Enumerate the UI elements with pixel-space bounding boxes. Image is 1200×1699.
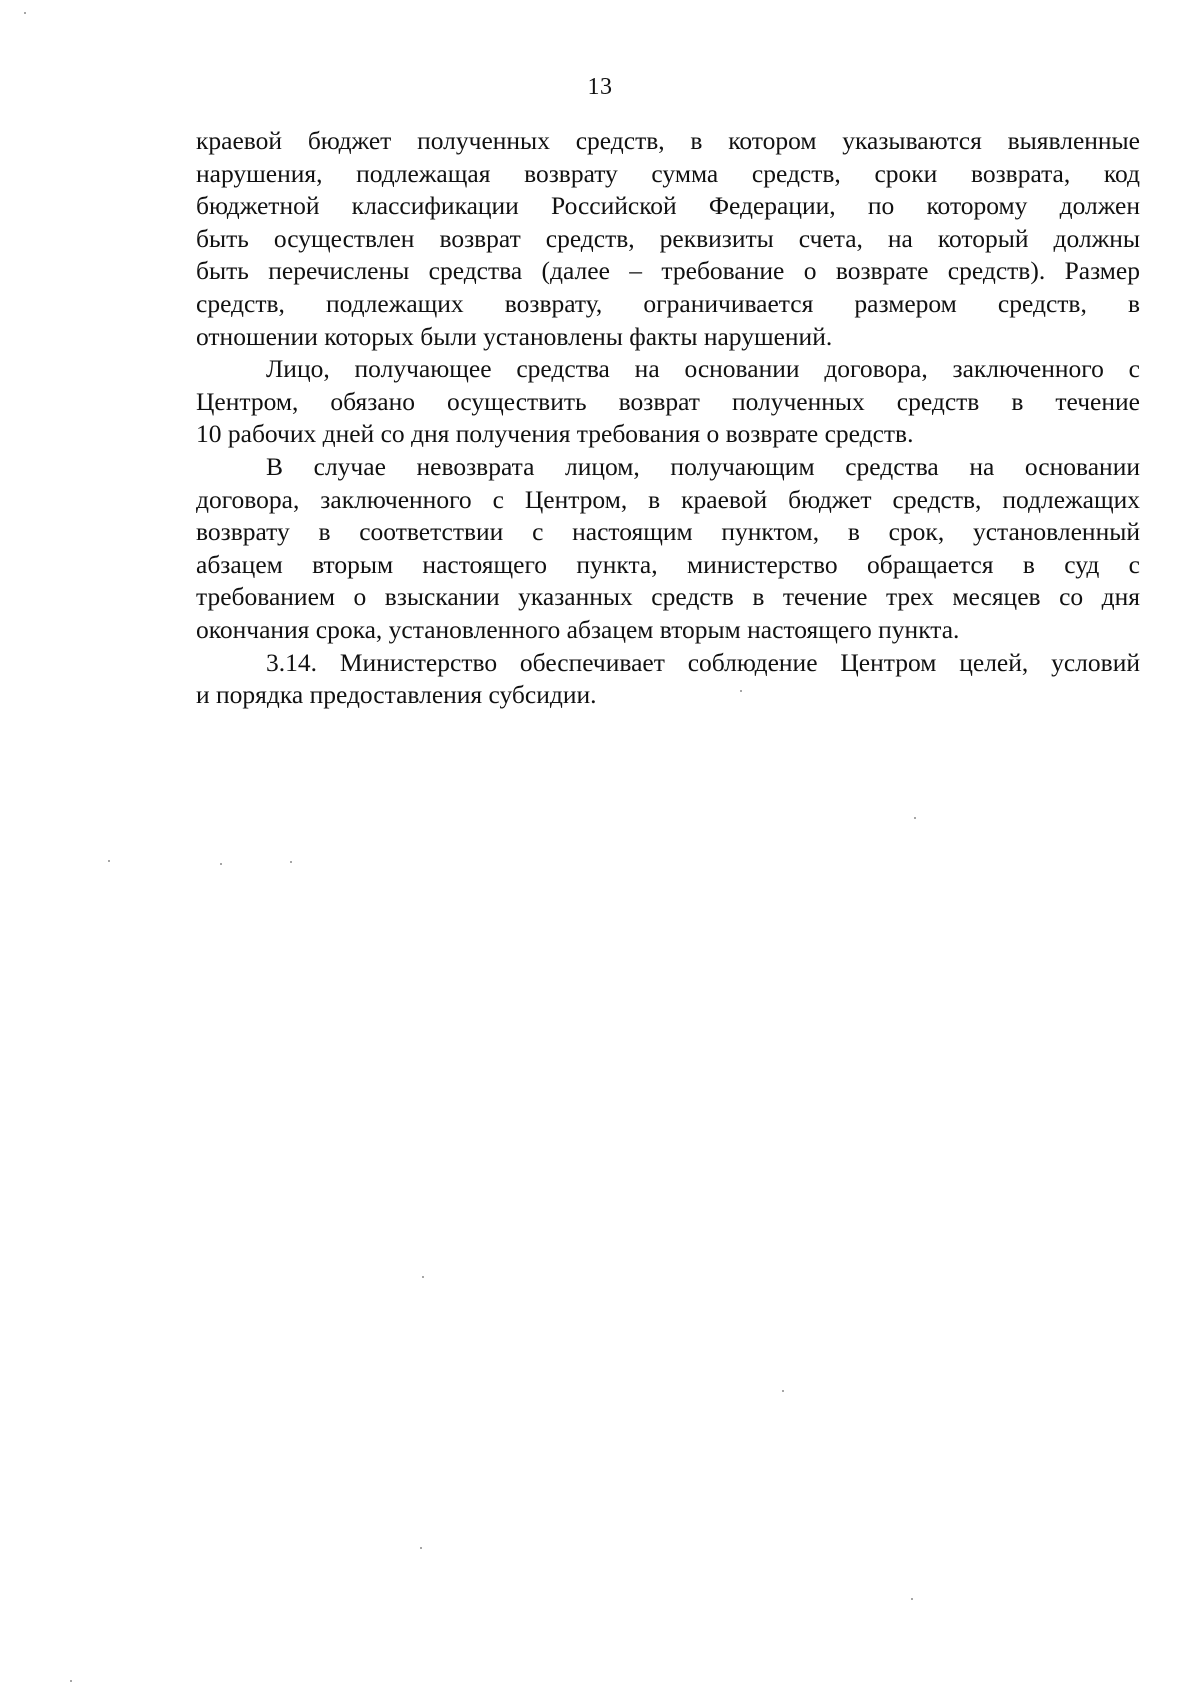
text-line: Центром, обязано осуществить возврат полученных средств в течение [196,386,1140,416]
text-line: краевой бюджет полученных средств, в котором указываются выявленные [196,126,1140,155]
text-line: абзацем вторым настоящего пункта, министерство обращается в суд с [196,549,1140,579]
text-line: быть осуществлен возврат средств, реквизиты счета, на который должны [196,223,1140,253]
scan-speck [108,860,110,862]
text-line: нарушения, подлежащая возврату сумма средств, сроки возврата, код [196,158,1140,188]
scan-speck [911,1598,913,1600]
scan-speck [420,1547,422,1549]
paragraph-3 [196,451,1140,647]
scan-speck [740,690,742,692]
paragraph-1 [196,125,1140,353]
text-line: средств, подлежащих возврату, ограничивается размером средств, в [196,288,1140,318]
scan-speck [24,12,26,14]
scan-speck [914,817,916,819]
paragraph-4 [196,647,1140,712]
text-line: бюджетной классификации Российской Федерации, по которому должен [196,191,1140,221]
scan-speck [290,861,292,863]
paragraph-2 [196,353,1140,451]
text-line: 10 рабочих дней со дня получения требования о возврате средств. [196,419,914,449]
scan-speck [782,1390,784,1392]
scan-speck [422,1276,424,1278]
text-line: окончания срока, установленного абзацем вторым настоящего пункта. [196,614,960,644]
text-line: возврату в соответствии с настоящим пунктом, в срок, установленный [196,517,1140,547]
text-line: договора, заключенного с Центром, в краевой бюджет средств, подлежащих [196,484,1140,514]
text-line: требованием о взыскании указанных средств в течение трех месяцев со дня [196,582,1140,612]
text-line: Лицо, получающее средства на основании договора, заключенного с [266,354,1140,384]
page-number: 13 [587,74,613,100]
document-body [196,125,1140,712]
scan-speck [70,1680,72,1682]
text-line: отношении которых были установлены факты нарушений. [196,321,833,351]
text-line: 3.14. Министерство обеспечивает соблюдение Центром целей, условий [266,647,1140,677]
scan-speck [220,863,222,865]
text-line: быть перечислены средства (далее – требование о возврате средств). Размер [196,256,1140,286]
text-line: и порядка предоставления субсидии. [196,680,597,710]
text-line: В случае невозврата лицом, получающим средства на основании [266,451,1140,481]
